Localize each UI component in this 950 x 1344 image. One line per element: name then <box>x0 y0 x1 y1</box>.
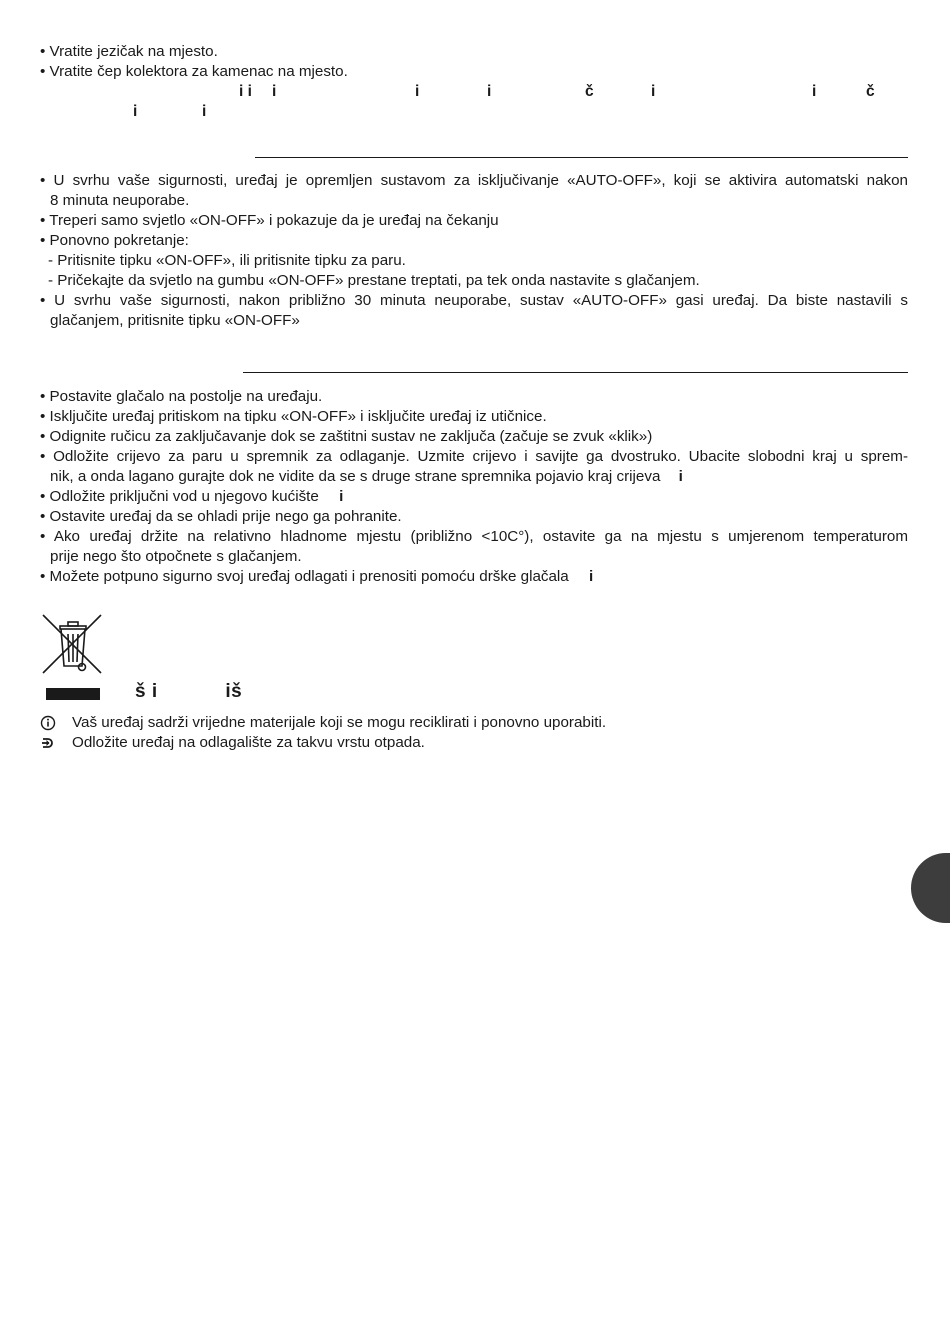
list-item: • Vratite čep kolektora za kamenac na mjesto. <box>40 63 348 80</box>
heading-fragment: č <box>866 83 875 100</box>
note-text: Odložite uređaj na odlagalište za takvu vrstu otpada. <box>72 734 425 751</box>
heading-fragment: i <box>202 103 207 120</box>
figure-ref: i <box>589 568 594 585</box>
list-item-line: prije nego što otpočnete s glačanjem. <box>50 548 302 565</box>
list-item-line: • Treperi samo svjetlo «ON-OFF» i pokazuje da je uređaj na čekanju <box>40 212 499 229</box>
list-item-line: • Ponovno pokretanje: <box>40 232 189 249</box>
heading-fragment: i <box>415 83 420 100</box>
list-item-line: • Odignite ručicu za zaključavanje dok se zaštitni sustav ne zaključa (začuje se zvuk «klik») <box>40 428 653 445</box>
list-item-text: • Odložite priključni vod u njegovo kućište <box>40 488 319 505</box>
heading-fragment: č <box>585 83 594 100</box>
list-item-line: glačanjem, pritisnite tipku «ON-OFF» <box>50 312 300 329</box>
title-fragment: iš <box>225 681 243 702</box>
section-divider <box>243 372 908 373</box>
list-item-line <box>40 487 908 507</box>
list-item-line: • U svrhu vaše sigurnosti, uređaj je opremljen sustavom za isključivanje «AUTO-OFF», koji se aktivira automatski nakon <box>40 172 908 189</box>
heading-fragment: i <box>651 83 656 100</box>
heading-fragment: i <box>487 83 492 100</box>
list-item-line: • Postavite glačalo na postolje na uređaju. <box>40 388 323 405</box>
list-item-line: • U svrhu vaše sigurnosti, nakon približno 30 minuta neuporabe, sustav «AUTO-OFF» gasi uređaj. Da biste nastavili s <box>40 292 908 309</box>
heading-fragment: i <box>133 103 138 120</box>
list-item-line: • Ostavite uređaj da se ohladi prije nego ga pohranite. <box>40 508 402 525</box>
list-item-line <box>40 567 908 587</box>
auto-off-section <box>40 171 908 331</box>
title-fragment: š i <box>135 681 158 702</box>
section-bar <box>46 688 100 700</box>
list-subitem-line: - Pričekajte da svjetlo na gumbu «ON-OFF» prestane treptati, pa tek onda nastavite s glačanjem. <box>48 272 700 289</box>
section-divider <box>255 157 908 158</box>
arrow-right-icon <box>40 735 56 751</box>
list-item-line: • Odložite crijevo za paru u spremnik za odlaganje. Uzmite crijevo i savijte ga dvostruko. Ubacite slobodni kraj u sprem- <box>40 448 908 465</box>
figure-ref: i <box>339 488 344 505</box>
list-item-line: 8 minuta neuporabe. <box>50 192 190 209</box>
list-item-line: • Isključite uređaj pritiskom na tipku «ON-OFF» i isključite uređaj iz utičnice. <box>40 408 547 425</box>
list-item-line <box>40 467 908 487</box>
list-item: • Vratite jezičak na mjesto. <box>40 43 218 60</box>
top-list <box>40 42 908 82</box>
list-item-text: • Možete potpuno sigurno svoj uređaj odlagati i prenositi pomoću drške glačala <box>40 568 569 585</box>
figure-ref: i <box>678 468 683 485</box>
list-item-line: • Ako uređaj držite na relativno hladnome mjestu (približno <10C°), ostavite ga na mjestu s umjerenom temperaturom <box>40 528 908 545</box>
storage-section <box>40 387 908 587</box>
weee-bin-icon <box>40 612 104 682</box>
list-item-text: nik, a onda lagano gurajte dok ne vidite da se s druge strane spremnika pojavio kraj crijeva <box>50 468 661 485</box>
environment-title <box>135 682 242 702</box>
heading-fragment: i i <box>239 83 252 100</box>
list-subitem-line: - Pritisnite tipku «ON-OFF», ili pritisnite tipku za paru. <box>48 252 406 269</box>
page-tab-marker <box>911 853 950 923</box>
note-text: Vaš uređaj sadrži vrijedne materijale koji se mogu reciklirati i ponovno uporabiti. <box>72 714 607 731</box>
heading-fragment: i <box>272 83 277 100</box>
heading-fragment: i <box>812 83 817 100</box>
info-icon <box>40 715 56 731</box>
